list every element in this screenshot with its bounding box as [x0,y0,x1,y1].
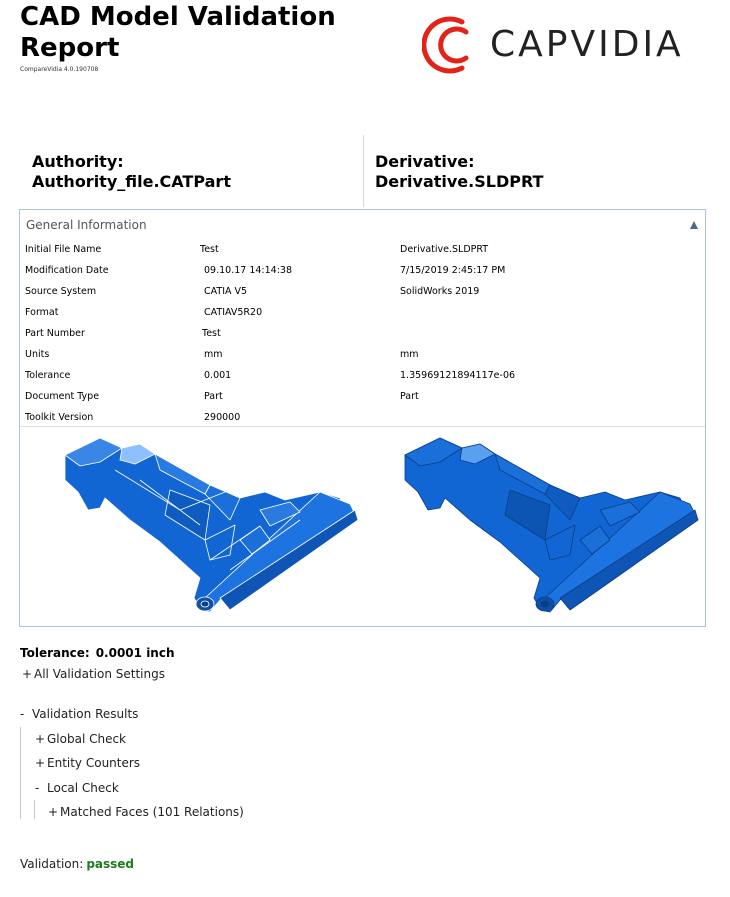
tree-guide-line [20,727,21,819]
panel-header[interactable] [20,210,705,240]
info-authority-value: mm [204,349,223,360]
all-settings-label: All Validation Settings [34,667,165,681]
tree-guide-line [34,800,35,819]
local-check-label: Local Check [47,781,119,795]
authority-header [32,152,231,192]
capvidia-logo-mark-icon [422,14,484,76]
info-derivative-value: SolidWorks 2019 [400,286,480,297]
info-authority-value: CATIAV5R20 [204,307,263,318]
validation-summary [20,857,134,871]
info-label: Part Number [25,328,85,339]
validation-results-toggle[interactable] [20,707,138,721]
info-row [20,286,705,307]
collapse-triangle-icon[interactable] [690,221,698,229]
info-label: Tolerance [25,370,71,381]
derivative-model-image [400,430,700,620]
info-derivative-value: mm [400,349,419,360]
collapse-minus-icon: - [20,707,25,721]
expand-plus-icon: + [35,732,46,746]
expand-plus-icon: + [48,805,59,819]
info-row [20,307,705,328]
software-version: CompareVidia 4.0.190708 [20,66,99,73]
info-authority-value: 09.10.17 14:14:38 [204,265,292,276]
panel-separator [20,426,705,427]
expand-plus-icon: + [35,756,46,770]
general-information-panel [19,209,706,627]
info-authority-value: Test [202,328,221,339]
info-derivative-value: Derivative.SLDPRT [400,244,489,255]
expand-plus-icon: + [22,667,33,681]
local-check-toggle[interactable] [35,781,119,795]
brand-name: CAPVIDIA [490,24,684,65]
matched-faces-label: Matched Faces (101 Relations) [60,805,244,819]
entity-counters-toggle[interactable] [35,756,140,770]
validation-label: Validation: [20,857,84,871]
info-label: Source System [25,286,97,297]
info-label: Document Type [25,391,100,402]
info-label: Toolkit Version [25,412,94,423]
tolerance-summary [20,646,175,660]
report-title: CAD Model Validation Report [20,2,336,63]
info-authority-value: 0.001 [204,370,232,381]
all-settings-toggle[interactable] [22,667,165,681]
capvidia-logo [422,14,712,76]
info-label: Format [25,307,59,318]
info-row [20,391,705,412]
collapse-minus-icon: - [35,781,40,795]
tolerance-label: Tolerance: [20,646,90,660]
validation-results-label: Validation Results [32,707,139,721]
authority-model-image [60,430,360,620]
info-row [20,349,705,370]
authority-label: Authority: [32,152,124,171]
validation-status: passed [86,857,135,871]
derivative-header [375,152,543,192]
info-derivative-value: 7/15/2019 2:45:17 PM [400,265,506,276]
derivative-file: Derivative.SLDPRT [375,172,544,191]
info-label: Modification Date [25,265,109,276]
panel-title: General Information [26,218,147,232]
tolerance-value: 0.0001 inch [95,646,175,660]
global-check-label: Global Check [47,732,127,746]
header-divider [363,135,364,207]
authority-file: Authority_file.CATPart [32,172,231,191]
info-label: Initial File Name [25,244,102,255]
matched-faces-toggle[interactable] [48,805,244,819]
global-check-toggle[interactable] [35,732,126,746]
info-authority-value: Test [200,244,219,255]
info-row [20,265,705,286]
info-row [20,244,705,265]
info-authority-value: CATIA V5 [204,286,248,297]
info-row [20,370,705,391]
info-authority-value: 290000 [204,412,241,423]
info-row [20,328,705,349]
info-derivative-value: 1.35969121894117e-06 [400,370,516,381]
entity-counters-label: Entity Counters [47,756,141,770]
derivative-label: Derivative: [375,152,475,171]
info-authority-value: Part [204,391,223,402]
info-derivative-value: Part [400,391,419,402]
info-label: Units [25,349,50,360]
